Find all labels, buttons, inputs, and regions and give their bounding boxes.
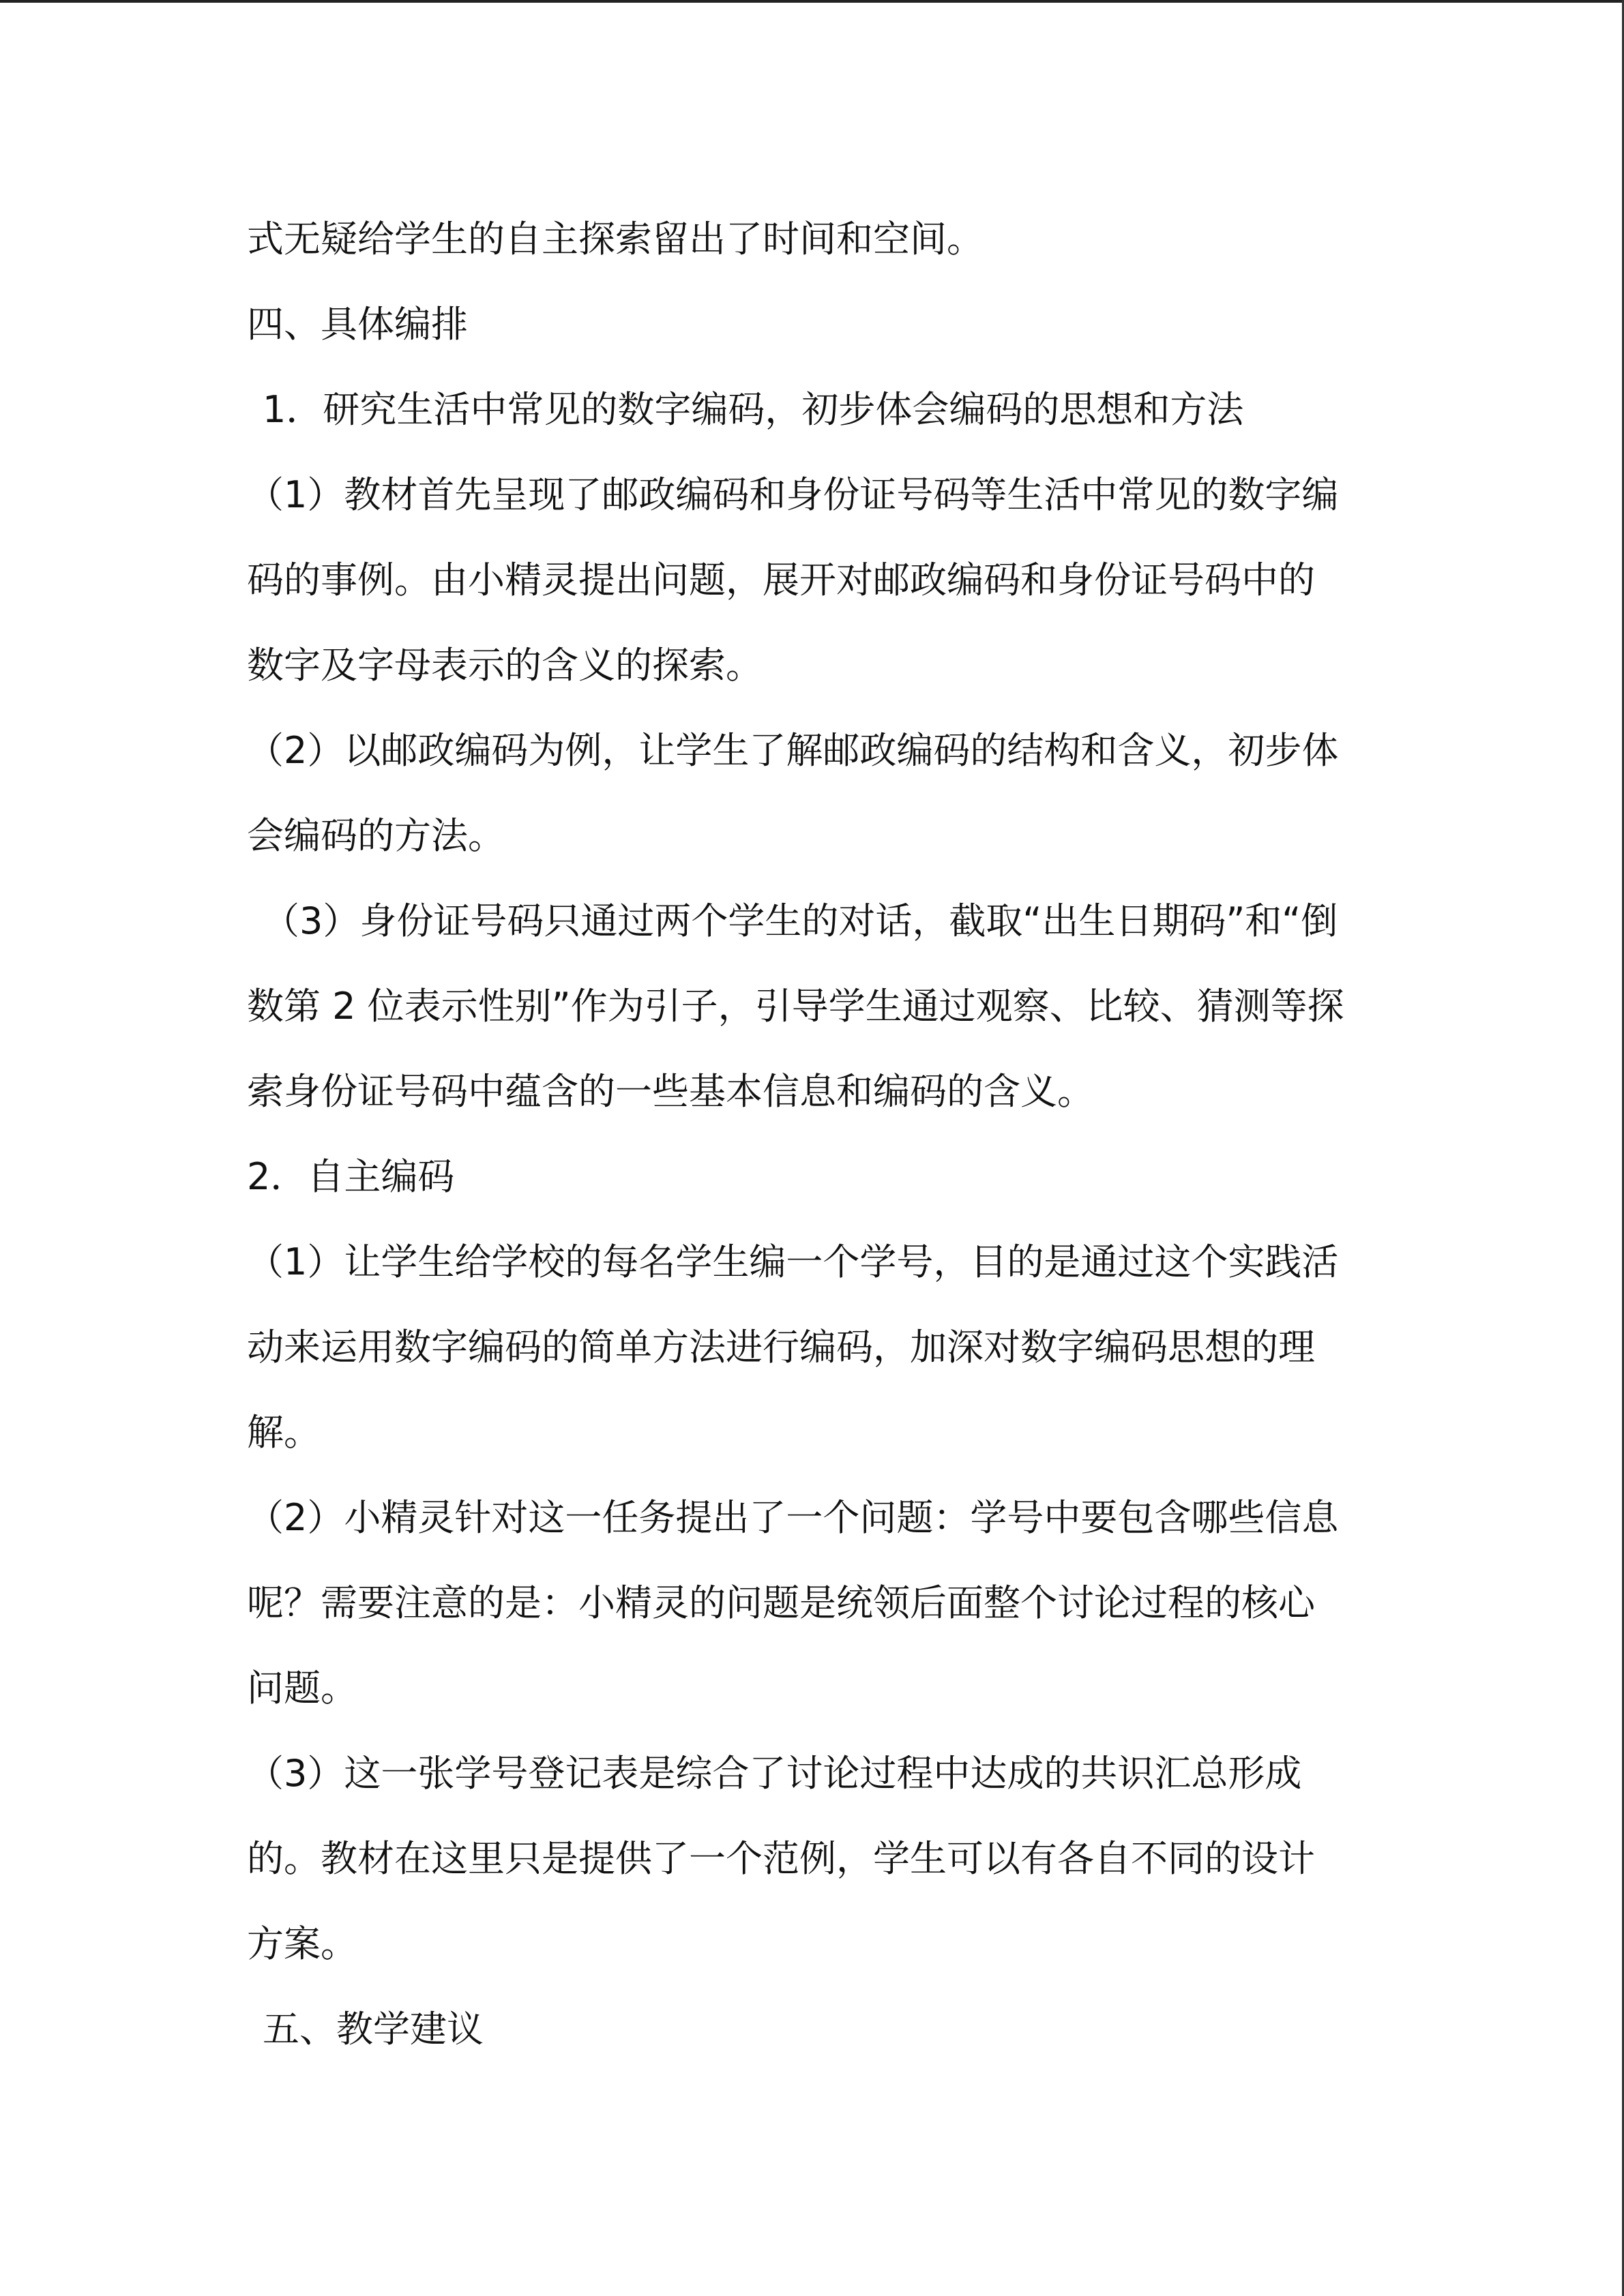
- paragraph-line: （3）这一张学号登记表是综合了讨论过程中达成的共识汇总形成: [247, 1752, 1302, 1795]
- paragraph-line: 式无疑给学生的自主探索留出了时间和空间。: [247, 218, 984, 260]
- section-heading: 五、教学建议: [263, 2008, 484, 2051]
- paragraph-line: 码的事例。由小精灵提出问题，展开对邮政编码和身份证号码中的: [247, 558, 1315, 601]
- paragraph-line: 动来运用数字编码的简单方法进行编码，加深对数字编码思想的理: [247, 1326, 1315, 1369]
- page-top-border: [0, 0, 1624, 3]
- paragraph-line: 数字及字母表示的含义的探索。: [247, 644, 763, 687]
- paragraph-line: 会编码的方法。: [247, 814, 505, 857]
- paragraph-line: （1）让学生给学校的每名学生编一个学号，目的是通过这个实践活: [247, 1240, 1339, 1283]
- subsection-heading: 2．自主编码: [247, 1155, 455, 1198]
- paragraph-line: 索身份证号码中蕴含的一些基本信息和编码的含义。: [247, 1070, 1094, 1113]
- paragraph-line: （1）教材首先呈现了邮政编码和身份证号码等生活中常见的数字编: [247, 473, 1339, 516]
- paragraph-line: 问题。: [247, 1667, 357, 1710]
- paragraph-line: （3）身份证号码只通过两个学生的对话，截取“出生日期码”和“倒: [263, 899, 1338, 942]
- subsection-heading: 1．研究生活中常见的数字编码，初步体会编码的思想和方法: [263, 388, 1244, 431]
- section-heading: 四、具体编排: [247, 303, 468, 346]
- paragraph-line: 方案。: [247, 1922, 357, 1965]
- paragraph-line: 数第 2 位表示性别”作为引子，引导学生通过观察、比较、猜测等探: [247, 985, 1344, 1028]
- paragraph-line: 解。: [247, 1411, 321, 1454]
- paragraph-line: 呢？需要注意的是：小精灵的问题是统领后面整个讨论过程的核心: [247, 1581, 1315, 1624]
- paragraph-line: 的。教材在这里只是提供了一个范例，学生可以有各自不同的设计: [247, 1837, 1315, 1880]
- paragraph-line: （2）小精灵针对这一任务提出了一个问题：学号中要包含哪些信息: [247, 1496, 1339, 1539]
- paragraph-line: （2）以邮政编码为例，让学生了解邮政编码的结构和含义，初步体: [247, 729, 1339, 772]
